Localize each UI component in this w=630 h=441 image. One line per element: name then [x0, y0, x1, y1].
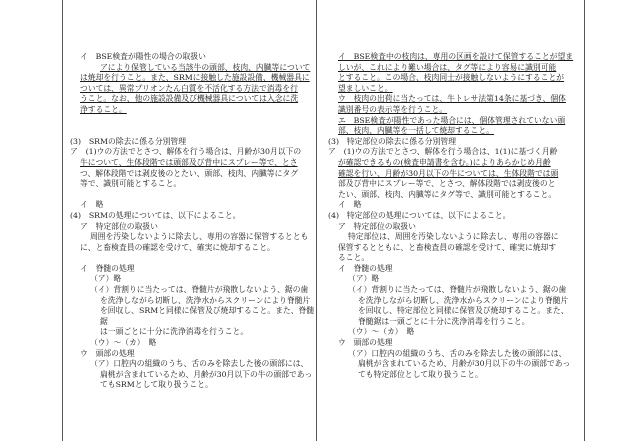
right-column-new-text: [328, 52, 576, 380]
right-line: しいが、これにより難い場合は、タグ等により容易に識別可能: [338, 62, 557, 72]
right-line: とすること。この場合、枝肉同士が接触しないようにすることが: [338, 73, 565, 83]
left-line: を回収し、SRMと同様に保管及び焼却すること。また、脊髄鋸: [100, 306, 315, 326]
left-line: てもSRMとして取り扱うこと。: [100, 380, 213, 390]
right-line: (3) 特定部位の除去に係る分別管理: [328, 136, 456, 146]
right-line: 脊髄鋸は一頭ごとに十分に洗浄消毒を行うこと。: [358, 316, 530, 326]
right-line: が確認できるもの(検査申請書を含む。)によりあらかじめ月齢: [338, 157, 551, 167]
right-line: 特定部位は、周囲を汚染しないように除去し、専用の容器に: [348, 232, 559, 242]
right-line: たい、頭部、枝肉、内臓等にタグ等で、識別可能とすること。: [338, 189, 557, 199]
left-line: [70, 116, 318, 127]
left-line: に、と畜検査員の確認を受けて、確実に焼却すること。: [80, 242, 275, 252]
left-line: イ BSE検査が陽性の場合の取扱い: [80, 52, 206, 61]
right-line: 部及び背中にスプレー等で、とさつ、解体段階では剥皮後のと: [338, 179, 556, 189]
left-line: イ 脊髄の処理: [80, 263, 135, 273]
right-line: 識別番号の表示等を行うこと。: [338, 104, 448, 114]
right-line: イ 略: [338, 200, 362, 210]
left-line: ア 特定部位の取扱い: [80, 221, 158, 231]
right-line: ウ 頭部の処理: [338, 338, 393, 348]
left-line: 牛について、生体段階では頭部及び背中にスプレー等で、とさ: [80, 157, 298, 167]
left-line: は一頭ごとに十分に洗浄消毒を行うこと。: [100, 327, 249, 337]
right-line: ても特定部位として取り扱うこと。: [358, 369, 483, 379]
left-line: ウ 頭部の処理: [80, 348, 135, 358]
left-line: (3) SRMの除去に係る分別管理: [70, 136, 187, 146]
right-line: ること。: [338, 253, 370, 263]
right-line: 確認を行い、月齢が30月以下の牛については、生体段階では頭: [338, 168, 559, 178]
right-line: （ア）略: [348, 274, 380, 284]
left-line: （ウ）～（カ） 略: [90, 338, 157, 348]
right-line: を回収し、特定部位と同様に保管及び焼却すること。また、: [358, 306, 569, 316]
right-line: (4) 特定部位の処理については、以下によること。: [328, 210, 511, 220]
left-line: [70, 126, 318, 137]
left-line: 周囲を汚染しないように除去し、専用の容器に保管するととも: [90, 232, 309, 242]
left-column-old-text: [70, 52, 318, 391]
right-line: イ BSE検査中の枝肉は、専用の区画を設けて保管することが望ま: [338, 52, 574, 61]
right-border-line: [584, 0, 585, 441]
right-line: イ 脊髄の処理: [338, 263, 393, 273]
left-line: （ア）口腔内の組織のうち、舌のみを除去した後の頭部には、: [90, 359, 309, 369]
right-line: 保管するとともに、と畜検査員の確認を受けて、確実に焼却す: [338, 242, 557, 252]
right-line: を洗浄しながら切断し、洗浄水からスクリーンにより脊髄片: [358, 295, 569, 305]
left-line: イ 略: [80, 200, 104, 210]
left-line: うこと。なお、他の施設設備及び機械器具については入念に洗: [80, 94, 299, 104]
left-line: を洗浄しながら切断し、洗浄水からスクリーンにより脊髄片: [100, 295, 311, 305]
left-line: ア (1)ウの方法でとさつ、解体を行う場合は、月齢が30月以下の: [70, 147, 302, 157]
left-line: アにより保管している当該牛の頭部、枝肉、内臓等について: [100, 62, 311, 72]
left-line: [70, 190, 318, 201]
right-line: 望ましいこと。: [338, 83, 393, 93]
right-line: （ア）口腔内の組織のうち、舌のみを除去した後の頭部には、: [348, 348, 567, 358]
left-line: 等で、識別可能とすること。: [80, 179, 182, 189]
right-line: エ BSE検査が陽性であった場合には、個体管理されていない頭: [338, 115, 566, 125]
right-line: ウ 枝肉の出荷に当たっては、牛トレサ法第14条に基づき、個体: [338, 94, 566, 104]
right-line: （イ）背割りに当たっては、脊髄片が飛散しないよう、鋸の歯: [348, 285, 567, 295]
left-border-line: [62, 0, 63, 441]
left-line: ついては、異常プリオンたん白質を不活化する方法で消毒を行: [80, 83, 298, 93]
left-line: （ア）略: [90, 274, 122, 284]
left-line: は焼却を行うこと。また、SRMに接触した施設設備、機械器具に: [80, 73, 310, 83]
left-line: (4) SRMの処理については、以下によること。: [70, 210, 241, 220]
right-line: ア 特定部位の取扱い: [338, 221, 416, 231]
left-line: 扁桃が含まれているため、月齢が30月以下の牛の頭部であっ: [100, 369, 313, 379]
right-line: （ウ）～（カ） 略: [348, 327, 415, 337]
right-line: 部、枝肉、内臓等を一括して焼却すること。: [338, 126, 494, 136]
right-line: ア (1)ウの方法でとさつ、解体を行う場合は、1(1)に基づく月齢: [328, 147, 558, 157]
left-line: つ、解体段階では剥皮後のとたい、頭部、枝肉、内臓等にタグ: [80, 168, 298, 178]
left-line: [70, 253, 318, 264]
left-line: 浄すること。: [80, 104, 127, 114]
left-line: （イ）背割りに当たっては、脊髄片が飛散しないよう、鋸の歯: [90, 285, 309, 295]
right-line: 扁桃が含まれているため、月齢が30月以下の牛の頭部であっ: [358, 359, 571, 369]
